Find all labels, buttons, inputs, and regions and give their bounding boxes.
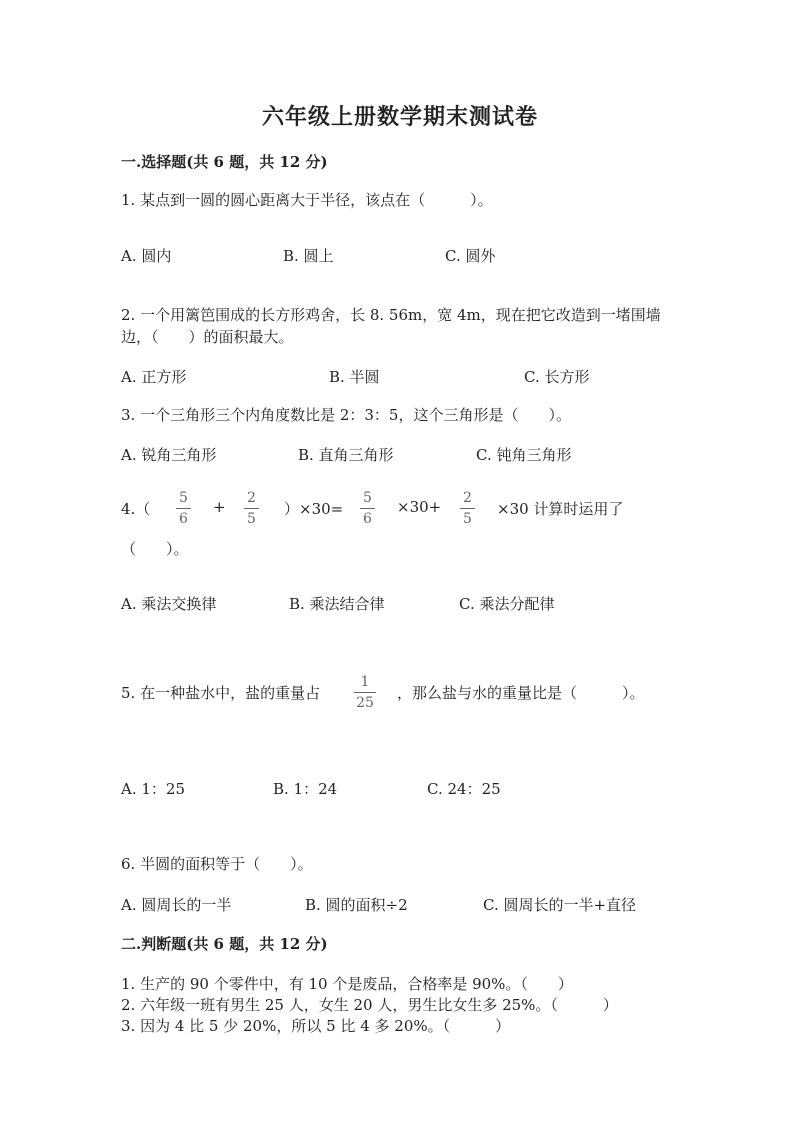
fraction-bar — [176, 508, 191, 509]
q5-fraction-denominator: 25 — [356, 695, 374, 711]
q3-option-b: B. 直角三角形 — [298, 446, 394, 464]
judge-item-3: 3. 因为 4 比 5 少 20%，所以 5 比 4 多 20%。（ ） — [121, 1017, 511, 1035]
question-4-prefix: 4.（ — [121, 500, 151, 518]
q5-option-c: C. 24：25 — [427, 780, 501, 798]
q4-option-c: C. 乘法分配律 — [459, 595, 555, 613]
q4-fraction-4 — [460, 490, 475, 527]
q4-option-b: B. 乘法结合律 — [289, 595, 385, 613]
q4-fraction-4-numerator: 2 — [463, 490, 472, 506]
judge-item-1: 1. 生产的 90 个零件中，有 10 个是废品，合格率是 90%。（ ） — [121, 975, 573, 993]
q5-option-a: A. 1：25 — [121, 780, 185, 798]
fraction-bar — [354, 692, 376, 693]
q4-fraction-1-denominator: 6 — [179, 511, 188, 527]
question-5-prefix: 5. 在一种盐水中，盐的重量占 — [121, 684, 321, 702]
fraction-bar — [244, 508, 259, 509]
q5-fraction — [354, 674, 376, 711]
q6-option-a: A. 圆周长的一半 — [121, 896, 232, 914]
question-5-suffix: ，那么盐与水的重量比是（ ）。 — [397, 684, 645, 702]
q1-option-b: B. 圆上 — [283, 247, 334, 265]
question-4-middle-1: ）×30= — [284, 500, 344, 518]
q6-option-c: C. 圆周长的一半+直径 — [483, 896, 637, 914]
fraction-bar — [460, 508, 475, 509]
question-2-line-2: 边，（ ）的面积最大。 — [121, 328, 294, 346]
q6-option-b: B. 圆的面积÷2 — [305, 896, 408, 914]
section-header-judge: 二.判断题(共 6 题，共 12 分) — [121, 935, 328, 953]
q1-option-c: C. 圆外 — [445, 247, 496, 265]
page-title: 六年级上册数学期末测试卷 — [261, 104, 538, 130]
q4-fraction-3 — [360, 490, 375, 527]
question-4-line-2: （ ）。 — [121, 540, 189, 558]
q4-fraction-2-numerator: 2 — [247, 490, 256, 506]
q4-fraction-1 — [176, 490, 191, 527]
q4-fraction-4-denominator: 5 — [463, 511, 472, 527]
question-1: 1. 某点到一圆的圆心距离大于半径，该点在（ ）。 — [121, 191, 493, 209]
q4-fraction-2-denominator: 5 — [247, 511, 256, 527]
fraction-bar — [360, 508, 375, 509]
q3-option-c: C. 钝角三角形 — [476, 446, 572, 464]
question-4-middle-2: ×30+ — [397, 498, 442, 516]
question-4-suffix: ×30 计算时运用了 — [497, 500, 624, 518]
q5-fraction-numerator: 1 — [360, 674, 370, 690]
q5-option-b: B. 1：24 — [273, 780, 338, 798]
judge-item-2: 2. 六年级一班有男生 25 人，女生 20 人，男生比女生多 25%。（ ） — [121, 996, 618, 1014]
q3-option-a: A. 锐角三角形 — [121, 446, 217, 464]
section-header-choice: 一.选择题(共 6 题，共 12 分) — [121, 153, 328, 171]
question-3: 3. 一个三角形三个内角度数比是 2：3：5，这个三角形是（ ）。 — [121, 406, 571, 424]
question-2-line-1: 2. 一个用篱笆围成的长方形鸡舍，长 8. 56m，宽 4m，现在把它改造到一堵围墙 — [121, 306, 661, 324]
q4-fraction-2 — [244, 490, 259, 527]
question-4-plus: + — [213, 498, 226, 516]
q2-option-a: A. 正方形 — [121, 368, 187, 386]
q1-option-a: A. 圆内 — [121, 247, 172, 265]
question-6: 6. 半圆的面积等于（ ）。 — [121, 855, 313, 873]
q4-option-a: A. 乘法交换律 — [121, 595, 217, 613]
q4-fraction-3-denominator: 6 — [363, 511, 372, 527]
q4-fraction-1-numerator: 5 — [179, 490, 188, 506]
q4-fraction-3-numerator: 5 — [363, 490, 372, 506]
q2-option-b: B. 半圆 — [329, 368, 380, 386]
q2-option-c: C. 长方形 — [524, 368, 590, 386]
